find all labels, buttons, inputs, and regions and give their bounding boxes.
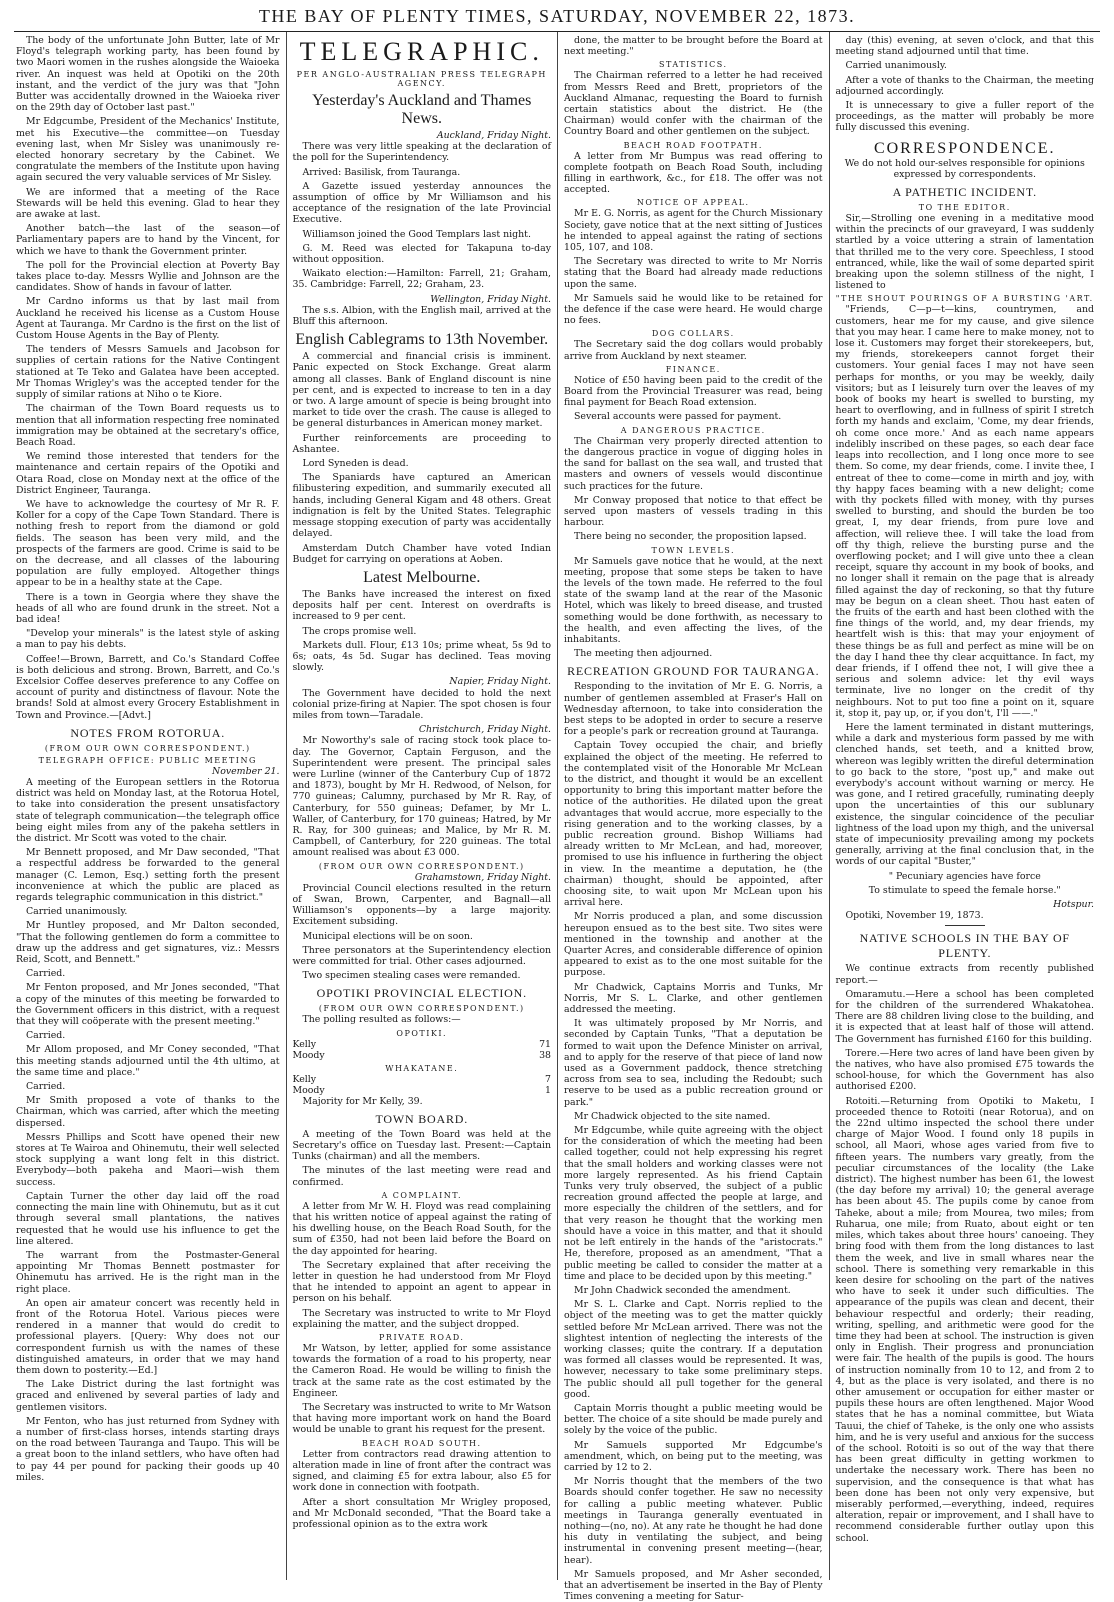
paragraph: The minutes of the last meeting were read and confirmed. xyxy=(292,1165,551,1188)
paragraph: Notice of £50 having been paid to the credit of the Board from the Provincial Treasurer was read, being final payment for Beach Road extension. xyxy=(564,374,823,409)
paragraph: Provincial Council elections resulted in the return of Swan, Brown, Carpenter, and Bagnall—all Williamson's opponents—by a large majority. Excitement subsiding. xyxy=(292,882,551,928)
paragraph: "Friends, C—p—t—kins, countrymen, and customers, hear me for my cause, and give silence that you may hear. I came here to make money, not to lose it. Customers may forget their storekeepers, but, my friends, storekeepers cannot forget their customers. Your genial faces I may not have seen perhaps for months, or you may be weekly, daily visitors; but as I leisurely turn over the leaves of my book of books my heart is swelled to bursting, my heart to overflowing, and in fullness of spirit I stretch forth my hands and exclaim, 'Come, my dear friends, oh come once more.' And as each name appears indelibly inscribed on these pages, so each dear face leaps into recollection, and I long once more to see them. So come, my dear friends, come. I invite thee, I entreat of thee to come—come in mirth and joy, with thy happy faces beaming with a new delight; come with thy pockets filled with money, with thy purses swelled to bursting, and should the burden be too great, I, my dear friends, from pure love and affection, will relieve thee. I will take the load from off thy thigh, relieve the bursting purse and the overflowing pocket; and I will give unto thee a clean receipt, square thy account in my book of books, and no longer shall it remain on the page that is already filled against the day of reckoning, so that thy future may be begun on a clean sheet. Thou hast eaten of the fruits of the earth and hast been clothed with the fine things of the world, and, my dear friends, my heartfelt wish is this: that may your enjoyment of these things be as full and perfect as mine will be on the day I hand thee thy clear acquittance. In fact, my dear friends, if I offend thee not, I will give thee a serious and solemn advice: let thy evil ways terminate, live no longer on the credit of thy neighbours. Not to put too fine a point on it, square it, stop it, pay up, or, if you don't, I'll ——." xyxy=(835,304,1094,719)
paragraph: Mr Noworthy's sale of racing stock took place to-day. The Governor, Captain Ferguson, and the Superintendent were present. The principal sales were Lurline (winner of the Canterbury Cup of 1872 and 1873), bought by Mr H. Redwood, of Nelson, for 770 guineas; Calumny, purchased by Mr R. Ray, of Canterbury, for 550 guineas; Defamer, by Mr L. Waller, of Canterbury, for 170 guineas; Hatred, by Mr R. Ray, for 300 guineas; and Malice, by Mr R. M. Campbell, of Canterbury, for 220 guineas. The total amount realised was about £3 000. xyxy=(292,735,551,859)
poll-location: OPOTIKI. xyxy=(396,1028,448,1038)
paragraph: Mr Edgcumbe, President of the Mechanics' Institute, met his Executive—the committee—on Tuesday evening last, when Mr Sisley was unanimously re-elected honorary secretary by the Cabinet. We congratulate the members of the Institute upon having again secured the very valuable services of Mr Sisley. xyxy=(16,116,280,184)
subsection-heading: NOTICE OF APPEAL. xyxy=(636,198,750,208)
poll-table-whakatane xyxy=(293,1074,552,1096)
paragraph: Captain Tovey occupied the chair, and briefly explained the object of the meeting. He referred to the contemplated visit of the Honorable Mr McLean to the district, and thought it would be an excellent opportunity to bring this important matter before the notice of the authorities. He dilated upon the great advantages that would accrue, more especially to the rising generation and to the working classes, by a public recreation ground. Bishop Williams had already written to Mr McLean, and had, moreover, promised to use his influence in furthering the object in view. In the meantime a deputation, he (the chairman) thought, should be appointed, after choosing site, to wait upon Mr McLean upon his arrival here. xyxy=(564,740,823,909)
paragraph: The s.s. Albion, with the English mail, arrived at the Bluff this afternoon. xyxy=(292,304,551,328)
paragraph: Amsterdam Dutch Chamber have voted Indian Budget for carrying on operations at Aoben. xyxy=(292,542,551,565)
paragraph: The Secretary was instructed to write to Mr Floyd explaining the matter, and the subject dropped. xyxy=(292,1307,551,1330)
paragraph: A Gazette issued yesterday announces the assumption of office by Mr Williamson and his acceptance of the resignation of the late Provincial Executive. xyxy=(292,180,551,226)
dateline: Napier, Friday Night. xyxy=(449,676,551,688)
paragraph: Mr Fenton, who has just returned from Sydney with a number of first-class horses, intends starting drays on the road between Tauranga and Taupo. This will be a great boon to the inland settlers, who have often had to pay 44 per pound for packing their goods up 40 miles. xyxy=(16,1415,280,1483)
paragraph: Mr Fenton proposed, and Mr Jones seconded, "That a copy of the minutes of this meeting be forwarded to the Government officers in this district, with a request that they will coöperate with the present meeting." xyxy=(16,982,280,1028)
paragraph: Mr Conway proposed that notice to that effect be served upon masters of vessels trading in this harbour. xyxy=(564,494,823,529)
column-4 xyxy=(829,32,1101,1580)
article-heading: A PATHETIC INCIDENT. xyxy=(892,185,1037,200)
paragraph: The meeting then adjourned. xyxy=(574,648,713,660)
paragraph: Mr Cardno informs us that by last mail from Auckland he received his license as a Custom House Agent at Tauranga. Mr Cardno is the first on the list of Custom House Agents in the Bay of Plenty. xyxy=(16,296,280,342)
paragraph: Mr John Chadwick seconded the amendment. xyxy=(574,1284,791,1296)
section-heading: TOWN BOARD. xyxy=(375,1111,469,1126)
subsection-heading: A DANGEROUS PRACTICE. xyxy=(620,425,766,435)
paragraph: Mr Smith proposed a vote of thanks to the Chairman, which was carried, after which the meeting dispersed. xyxy=(16,1095,280,1129)
paragraph: The Secretary explained that after receiving the letter in question he had understood from Mr Floyd that he intended to appoint an agent to appear in person on his behalf. xyxy=(292,1259,551,1305)
candidate-votes: 1 xyxy=(545,1084,551,1096)
paragraph: Sir,—Strolling one evening in a meditative mood within the precincts of our graveyard, I was suddenly startled by a voice uttering a strain of lamentation that thrilled me to the very core. Speechless, I stood entranced, while, like the wail of some departed spirit breaking upon the solemn stillness of the night, I listened to xyxy=(835,213,1094,292)
paragraph: The warrant from the Postmaster-General appointing Mr Thomas Bennett postmaster for Ohinemutu has arrived. He is the right man in the right place. xyxy=(16,1249,280,1295)
paragraph: We have to acknowledge the courtesy of Mr R. F. Koller for a copy of the Cape Town Standard. There is nothing fresh to report from the diamond or gold fields. The season has been very mild, and the prospects of the farmers are good. Crime is said to be on the decrease, and all classes of the labouring population are fully employed. Altogether things appear to be in a healthy state at the Cape. xyxy=(16,498,280,589)
subsection-heading: FINANCE. xyxy=(665,364,721,374)
to-editor: TO THE EDITOR. xyxy=(918,203,1011,213)
paragraph: Rotoiti.—Returning from Opotiki to Maketu, I proceeded thence to Rotoiti (near Rotorua), and on the 22nd ultimo inspected the school there under charge of Major Wood. I found only 18 pupils in school, all Maori, whose ages varied from five to fifteen years. The numbers vary greatly, from the peculiar circumstances of the locality (the Lake district). The highest number has been 61, the lowest (the day before my arrival) 10; the general average has been about 45. The pupils come by canoe from Taheke, about a mile; from Mourea, two miles; from Ruharua, one mile; from Ruato, about eight or ten miles, which takes about three hours' canoeing. They bring food with them from the long distances to last them the week, and live in small whares near the school. There is something very remarkable in this keen desire for schooling on the part of the natives who have to seek it under such difficulties. The appearance of the pupils was clean and decent, their behaviour respectful and orderly; their reading, writing, spelling, and arithmetic were good for the time they had been at school. The instruction is given only in English. Their progress and pronunciation were fair. The health of the pupils is good. The hours of instruction nominally from 10 to 12, and from 2 to 4, but as the place is very isolated, and there is no other amusement or occupation for either master or pupils these hours are often lengthened. Major Wood states that he has a nominal committee, but Wiata Tauui, the chief of Taheke, is the only one who assists him, and he is very useful and anxious for the success of the school. Rotoiti is so out of the way that there has been great difficulty in getting workmen to undertake the necessary work. There has been no supervision, and the consequence is that what has been done has been not only very expensive, but miserably performed,—everything, indeed, requires alteration, repair or improvement, and I shall have to recommend considerable further outlay upon this school. xyxy=(835,1095,1094,1544)
paragraph: We are informed that a meeting of the Race Stewards will be held this evening. Glad to hear they are awake at last. xyxy=(16,186,280,221)
section-heading: NATIVE SCHOOLS IN THE BAY OF PLENTY. xyxy=(859,931,1070,961)
column-2 xyxy=(286,32,558,1580)
paragraph: Carried unanimously. xyxy=(845,60,947,72)
columns xyxy=(14,32,1100,1602)
news-heading: Yesterday's Auckland and Thames News. xyxy=(312,92,532,127)
melbourne-heading: Latest Melbourne. xyxy=(363,568,481,586)
paragraph: Mr Samuels supported Mr Edgcumbe's amendment, which, on being put to the meeting, was carried by 12 to 2. xyxy=(564,1439,823,1473)
subsection-heading: BEACH ROAD FOOTPATH. xyxy=(623,140,763,150)
agency-line: PER ANGLO-AUSTRALIAN PRESS TELEGRAPH AGENCY. xyxy=(296,70,547,88)
candidate-name: Kelly xyxy=(292,1073,317,1085)
paragraph: Municipal elections will be on soon. xyxy=(302,930,473,942)
paragraph: Mr Chadwick objected to the site named. xyxy=(574,1110,771,1122)
paragraph: Messrs Phillips and Scott have opened their new stores at Te Wairoa and Ohinemutu, their well selected stock supplying a want long felt in this district. Everybody—both pakeha and Maori—wish them success. xyxy=(16,1131,280,1188)
correspondence-heading: CORRESPONDENCE. xyxy=(873,139,1056,157)
dateline: Wellington, Friday Night. xyxy=(430,293,551,305)
poll-row xyxy=(293,1050,552,1061)
paragraph: Captain Turner the other day laid off the road connecting the main line with Ohinemutu, but as it cut through several small plantations, the natives requested that he would use his influence to get the line altered. xyxy=(16,1190,280,1247)
subsection-heading: BEACH ROAD SOUTH. xyxy=(361,1438,482,1448)
verse-line: " Pecuniary agencies have force xyxy=(888,870,1041,882)
paragraph: It is unnecessary to give a fuller report of the proceedings, as the matter will probably be more fully discussed this evening. xyxy=(835,100,1094,134)
paragraph: Several accounts were passed for payment. xyxy=(574,411,782,423)
paragraph: Carried. xyxy=(26,1030,66,1042)
masthead: THE BAY OF PLENTY TIMES, SATURDAY, NOVEMBER 22, 1873. xyxy=(258,6,856,26)
divider xyxy=(945,925,985,926)
verse-line: To stimulate to speed the female horse." xyxy=(868,884,1061,896)
paragraph: The tenders of Messrs Samuels and Jacobson for supplies of certain rations for the Native Contingent stationed at Te Teko and Galatea have been accepted. Mr Thomas Wrigley's was the accepted tender for the supply of similar rations at Niho o te Kiore. xyxy=(16,344,280,401)
paragraph: The chairman of the Town Board requests us to mention that all information respecting free nominated immigration may be obtained at the secretary's office, Beach Road. xyxy=(16,403,280,448)
paragraph: The Spaniards have captured an American filibustering expedition, and summarily executed all hands, including General Kigam and 48 others. Great indignation is felt by the United States. Telegraphic message stopping execution of party was accidentally delayed. xyxy=(292,472,551,540)
paragraph: A letter from Mr W. H. Floyd was read complaining that his written notice of appeal against the rating of his dwelling house, on the Beach Road South, for the sum of £350, had not been laid before the Board on the day appointed for hearing. xyxy=(292,1200,551,1257)
candidate-name: Moody xyxy=(292,1084,325,1096)
paragraph: day (this) evening, at seven o'clock, and that this meeting stand adjourned until that time. xyxy=(835,35,1094,58)
paragraph: After a short consultation Mr Wrigley proposed, and Mr McDonald seconded, "That the Board take a professional opinion as to the extra work xyxy=(292,1496,551,1530)
paragraph: The Chairman very properly directed attention to the dangerous practice in vogue of digging holes in the sand for ballast on the sea wall, and trusted that masters and owners of vessels would discontinue such practices for the future. xyxy=(564,435,823,492)
paragraph: Three personators at the Superintendency election were committed for trial. Other cases adjourned. xyxy=(292,944,551,967)
poll-row xyxy=(293,1074,552,1085)
paragraph: Mr Norris produced a plan, and some discussion hereupon ensued as to the best site. Two sites were mentioned in the township and another at the Quarter Acres, and considerable difference of opinion appeared to exist as to the one most suitable for the purpose. xyxy=(564,911,823,979)
paragraph: The Lake District during the last fortnight was graced and enlivened by several parties of lady and gentlemen visitors. xyxy=(16,1379,280,1413)
subsection-heading: STATISTICS. xyxy=(658,60,728,70)
poll-row xyxy=(293,1085,552,1096)
paragraph: A letter from Mr Bumpus was read offering to complete footpath on Beach Road South, including filling in earthwork, &c., for £18. The offer was not accepted. xyxy=(564,150,823,196)
paragraph: The body of the unfortunate John Butter, late of Mr Floyd's telegraph working party, has been found by two Maori women in the rushes alongside the Waioeka river. An inquest was held at Opotiki on the 20th instant, and the verdict of the jury was that "John Butter was accidentally drowned in the Waioeka river on the 29th day of October last past." xyxy=(16,35,280,114)
paragraph: We continue extracts from recently published report.— xyxy=(835,963,1094,986)
paragraph: Majority for Mr Kelly, 39. xyxy=(302,1095,423,1107)
paragraph: G. M. Reed was elected for Takapuna to-day without opposition. xyxy=(292,242,551,266)
paragraph: Mr Allom proposed, and Mr Coney seconded, "That this meeting stands adjourned until the 4th ultimo, at the same time and place." xyxy=(16,1044,280,1078)
section-subheading: (FROM OUR OWN CORRESPONDENT.) xyxy=(318,1004,525,1014)
candidate-name: Kelly xyxy=(292,1038,317,1050)
section-subheading: (FROM OUR OWN CORRESPONDENT.) xyxy=(44,743,251,753)
paragraph: Mr Norris thought that the members of the two Boards should confer together. He saw no necessity for calling a public meeting whatever. Public meetings in Tauranga generally eventuated in nothing—(no, no). At any rate he thought he had done his duty in ventilating the subject, and being instrumental in convening present meeting—(hear, hear). xyxy=(564,1476,823,1566)
candidate-votes: 38 xyxy=(539,1049,551,1061)
paragraph: An open air amateur concert was recently held in front of the Rotorua Hotel. Various pieces were rendered in a manner that would do credit to professional players. [Query: Why does not our correspondent furnish us with the names of these distinguished amateurs, in order that we may hand them down to posterity.—Ed.] xyxy=(16,1297,280,1376)
paragraph: Markets dull. Flour, £13 10s; prime wheat, 5s 9d to 6s; oats, 4s 5d. Sugar has declined. Teas moving slowly. xyxy=(292,639,551,674)
paragraph: The Banks have increased the interest on fixed deposits half per cent. Interest on overdrafts is increased to 9 per cent. xyxy=(292,588,551,623)
paragraph: Mr Samuels said he would like to be retained for the defence if the case were heard. He would charge no fees. xyxy=(564,292,823,327)
paragraph: Omaramutu.—Here a school has been completed for the children of the surrendered Whakatohea. There are 88 children living close to the building, and it is expected that at least half of those will attend. The Government has furnished £160 for this building. xyxy=(835,988,1094,1045)
section-heading: RECREATION GROUND FOR TAURANGA. xyxy=(567,664,820,679)
poll-row xyxy=(293,1039,552,1050)
subsection-heading: DOG COLLARS. xyxy=(651,329,735,339)
paragraph: After a vote of thanks to the Chairman, the meeting adjourned accordingly. xyxy=(835,74,1094,97)
subsection-heading: TOWN LEVELS. xyxy=(651,545,735,555)
dateline: Auckland, Friday Night. xyxy=(436,130,551,141)
paragraph: Carried. xyxy=(26,968,66,980)
telegraphic-heading: TELEGRAPHIC. xyxy=(299,37,544,66)
paragraph: There is a town in Georgia where they shave the heads of all who are found drunk in the street. Not a bad idea! xyxy=(16,591,280,625)
paragraph: The poll for the Provincial election at Poverty Bay takes place to-day. Messrs Wyllie and Johnson are the candidates. Show of hands in favour of latter. xyxy=(16,259,280,294)
paragraph: A commercial and financial crisis is imminent. Panic expected on Stock Exchange. Great alarm among all classes. Bank of England discount is nine per cent, and is expected to increase to ten in a day or two. A large amount of specie is being brought into market to tide over the crash. The cause is alleged to be general disturbances in American money market. xyxy=(292,351,551,430)
paragraph: Further reinforcements are proceeding to Ashantee. xyxy=(292,432,551,455)
paragraph: Williamson joined the Good Templars last night. xyxy=(302,228,531,240)
paragraph: Mr E. G. Norris, as agent for the Church Missionary Society, gave notice that at the next sitting of Justices he intended to appeal against the rating of sections 105, 107, and 108. xyxy=(564,208,823,254)
paragraph: The crops promise well. xyxy=(302,625,417,637)
section-heading: NOTES FROM ROTORUA. xyxy=(70,725,226,740)
column-3 xyxy=(557,32,829,1602)
subsection-heading: "THE SHOUT POURINGS OF A BURSTING 'ART. xyxy=(835,294,1094,304)
candidate-votes: 7 xyxy=(545,1073,551,1085)
paragraph: There was very little speaking at the declaration of the poll for the Superintendency. xyxy=(292,141,551,164)
signature: Hotspur. xyxy=(1053,899,1094,911)
paragraph: There being no seconder, the proposition lapsed. xyxy=(574,531,807,543)
paragraph: We remind those interested that tenders for the maintenance and certain repairs of the Opotiki and Otara Road, close on Monday next at the office of the District Engineer, Tauranga. xyxy=(16,451,280,496)
poll-table-opotiki xyxy=(293,1039,552,1061)
paragraph: Here the lament terminated in distant mutterings, while a dark and mysterious form passed by me with clenched hands, set teeth, and a knitted brow, whereon was legibly written the direful determination to go back to the store, "post up," and make out everybody's account without warning or mercy. He was gone, and I retired gracefully, ruminating deeply upon the uncertainties of this our sublunary existence, the singular coincidence of the peculiar lightness of the load upon my thigh, and the universal state of impecuniosity prevailing among my pockets generally, arriving at the final conclusion that, in the words of our capital "Buster," xyxy=(835,721,1094,868)
paragraph: Another batch—the last of the season—of Parliamentary papers are to hand by the Vincent, for which we have to thank the Government printer. xyxy=(16,223,280,257)
paragraph: Mr Edgcumbe, while quite agreeing with the object for the consideration of which the meeting had been called together, could not help expressing his regret that the small holders and working classes were not more largely represented. As his friend Captain Tunks very truly observed, the subject of a public recreation ground affected the people at large, and more especially the children of the settlers, and for that very reason he thought that the working men should have a voice in this matter, and that it should not be left entirely in the hands of the "aristocrats." He, therefore, proposed as an amendment, "That a public meeting be called to consider the matter at a time and place to be decided upon by this meeting." xyxy=(564,1125,823,1282)
advertisement: Coffee!—Brown, Barrett, and Co.'s Standard Coffee is both delicious and strong. Brown, Barrett, and Co.'s Excelsior Coffee deserves preference to any Coffee on account of purity and distinctness of flavour. Note the brands! Sold at almost every Grocery Establishment in Town and Province.—[Advt.] xyxy=(16,653,280,721)
candidate-votes: 71 xyxy=(539,1038,551,1050)
dateline: Christchurch, Friday Night. xyxy=(418,724,551,736)
paragraph: Arrived: Basilisk, from Tauranga. xyxy=(302,166,461,178)
paragraph: Mr Chadwick, Captains Morris and Tunks, Mr Norris, Mr S. L. Clarke, and other gentlemen addressed the meeting. xyxy=(564,981,823,1016)
paragraph: The Secretary was instructed to write to Mr Watson that having more important work on hand the Board would be unable to grant his request for the present. xyxy=(292,1402,551,1436)
paragraph: Two specimen stealing cases were remanded. xyxy=(302,970,521,982)
dateline: Grahamstown, Friday Night. xyxy=(414,871,551,883)
paragraph: Lord Syneden is dead. xyxy=(302,458,409,470)
article-heading: TELEGRAPH OFFICE: PUBLIC MEETING xyxy=(38,755,257,765)
sign-date: Opotiki, November 19, 1873. xyxy=(845,910,984,922)
paragraph: The Government have decided to hold the next colonial prize-firing at Napier. The spot chosen is four miles from town—Taradale. xyxy=(292,687,551,721)
paragraph: Mr S. L. Clarke and Capt. Norris replied to the object of the meeting was to get the matter quickly settled before Mr McLean arrived. There was not the slightest intention of neglecting the interests of the working classes; quite the contrary. If a deputation was formed all classes would be represented. It was, however, necessary to take some preliminary steps. The public should all pull together for the general good. xyxy=(564,1299,823,1400)
section-heading: OPOTIKI PROVINCIAL ELECTION. xyxy=(316,986,527,1001)
paragraph: It was ultimately proposed by Mr Norris, and seconded by Captain Tunks, "That a deputation be formed to wait upon the Defence Minister on arrival, and to apply for the reserve of that piece of land now used as a Government paddock, thence stretching across from sea to sea, including the Redoubt; such reserve to be used as a public recreation ground or park." xyxy=(564,1018,823,1108)
paragraph: Responding to the invitation of Mr E. G. Norris, a number of gentlemen assembled at Fraser's Hall on Wednesday afternoon, to take into consideration the best steps to be adopted in order to secure a reserve for a people's park or recreation ground at Tauranga. xyxy=(564,681,823,738)
column-1 xyxy=(14,32,286,1580)
dateline: November 21. xyxy=(211,765,280,777)
subsection-heading: A COMPLAINT. xyxy=(381,1190,463,1200)
cablegrams-heading: English Cablegrams to 13th November. xyxy=(295,331,549,349)
paragraph: done, the matter to be brought before the Board at next meeting." xyxy=(564,35,823,58)
paragraph: The Secretary was directed to write to Mr Norris stating that the Board had already made reductions upon the same. xyxy=(564,256,823,290)
paragraph: Carried. xyxy=(26,1081,66,1093)
paragraph: Mr Huntley proposed, and Mr Dalton seconded, "That the following gentlemen do form a committee to draw up the address and get signatures, viz.: Messrs Reid, Scott, and Bennett." xyxy=(16,920,280,966)
paragraph: Letter from contractors read drawing attention to alteration made in line of front after the contract was signed, and claiming £5 for extra labour, also £5 for work done in connection with footpath. xyxy=(292,1448,551,1494)
paragraph: Mr Samuels gave notice that he would, at the next meeting, propose that some steps be taken to have the levels of the town made. He referred to the foul state of the swamp land at the rear of the Masonic Hotel, which was likely to breed disease, and trusted something would be done forthwith, as necessary to the health, and even affecting the lives, of the inhabitants. xyxy=(564,555,823,645)
paragraph: Mr Watson, by letter, applied for some assistance towards the formation of a road to his property, near the Cameron Road. He would be willing to finish the track at the same rate as the cost estimated by the Engineer. xyxy=(292,1343,551,1399)
candidate-name: Moody xyxy=(292,1049,325,1061)
poll-location: WHAKATANE. xyxy=(385,1063,459,1073)
paragraph: "Develop your minerals" is the latest style of asking a man to pay his debts. xyxy=(16,628,280,651)
paragraph: The Secretary said the dog collars would probably arrive from Auckland by next steamer. xyxy=(564,339,823,362)
paragraph: Waikato election:—Hamilton: Farrell, 21; Graham, 35. Cambridge: Farrell, 22; Graham, 23. xyxy=(292,268,551,291)
paragraph: The Chairman referred to a letter he had received from Messrs Reed and Brett, proprietors of the Auckland Almanac, requesting the Board to furnish certain statistics about the district. He (the Chairman) would confer with the chairman of the Country Board and other gentlemen on the subject. xyxy=(564,70,823,138)
paragraph: Carried unanimously. xyxy=(26,906,128,918)
section-subheading: (FROM OUR OWN CORRESPONDENT.) xyxy=(318,861,525,871)
paragraph: Captain Morris thought a public meeting would be better. The choice of a site should be made purely and solely by the voice of the public. xyxy=(564,1402,823,1437)
subsection-heading: PRIVATE ROAD. xyxy=(379,1333,465,1343)
disclaimer: We do not hold our-selves responsible for opinions expressed by correspondents. xyxy=(844,157,1085,180)
paragraph: Torere.—Here two acres of land have been given by the natives, who have also promised £75 towards the school-house, for which the Government has also authorised £200. xyxy=(835,1047,1094,1093)
paragraph: Mr Bennett proposed, and Mr Daw seconded, "That a respectful address be forwarded to the general manager (C. Lemon, Esq.) setting forth the present inconvenience at which the public are placed as regards telegraphic communication in this district." xyxy=(16,847,280,904)
paragraph: A meeting of the Town Board was held at the Secretary's office on Tuesday last. Present:—Captain Tunks (chairman) and all the members. xyxy=(292,1128,551,1163)
paragraph: Mr Samuels proposed, and Mr Asher seconded, that an advertisement be inserted in the Bay of Plenty Times convening a meeting for Satur- xyxy=(564,1568,823,1602)
paragraph: The polling resulted as follows:— xyxy=(302,1014,461,1026)
paragraph: A meeting of the European settlers in the Rotorua district was held on Monday last, at the Rotorua Hotel, to take into consideration the present unsatisfactory state of telegraph communication—the telegraph office being eight miles from any of the pakeha settlers in the district. Mr Scott was voted to the chair. xyxy=(16,776,280,844)
